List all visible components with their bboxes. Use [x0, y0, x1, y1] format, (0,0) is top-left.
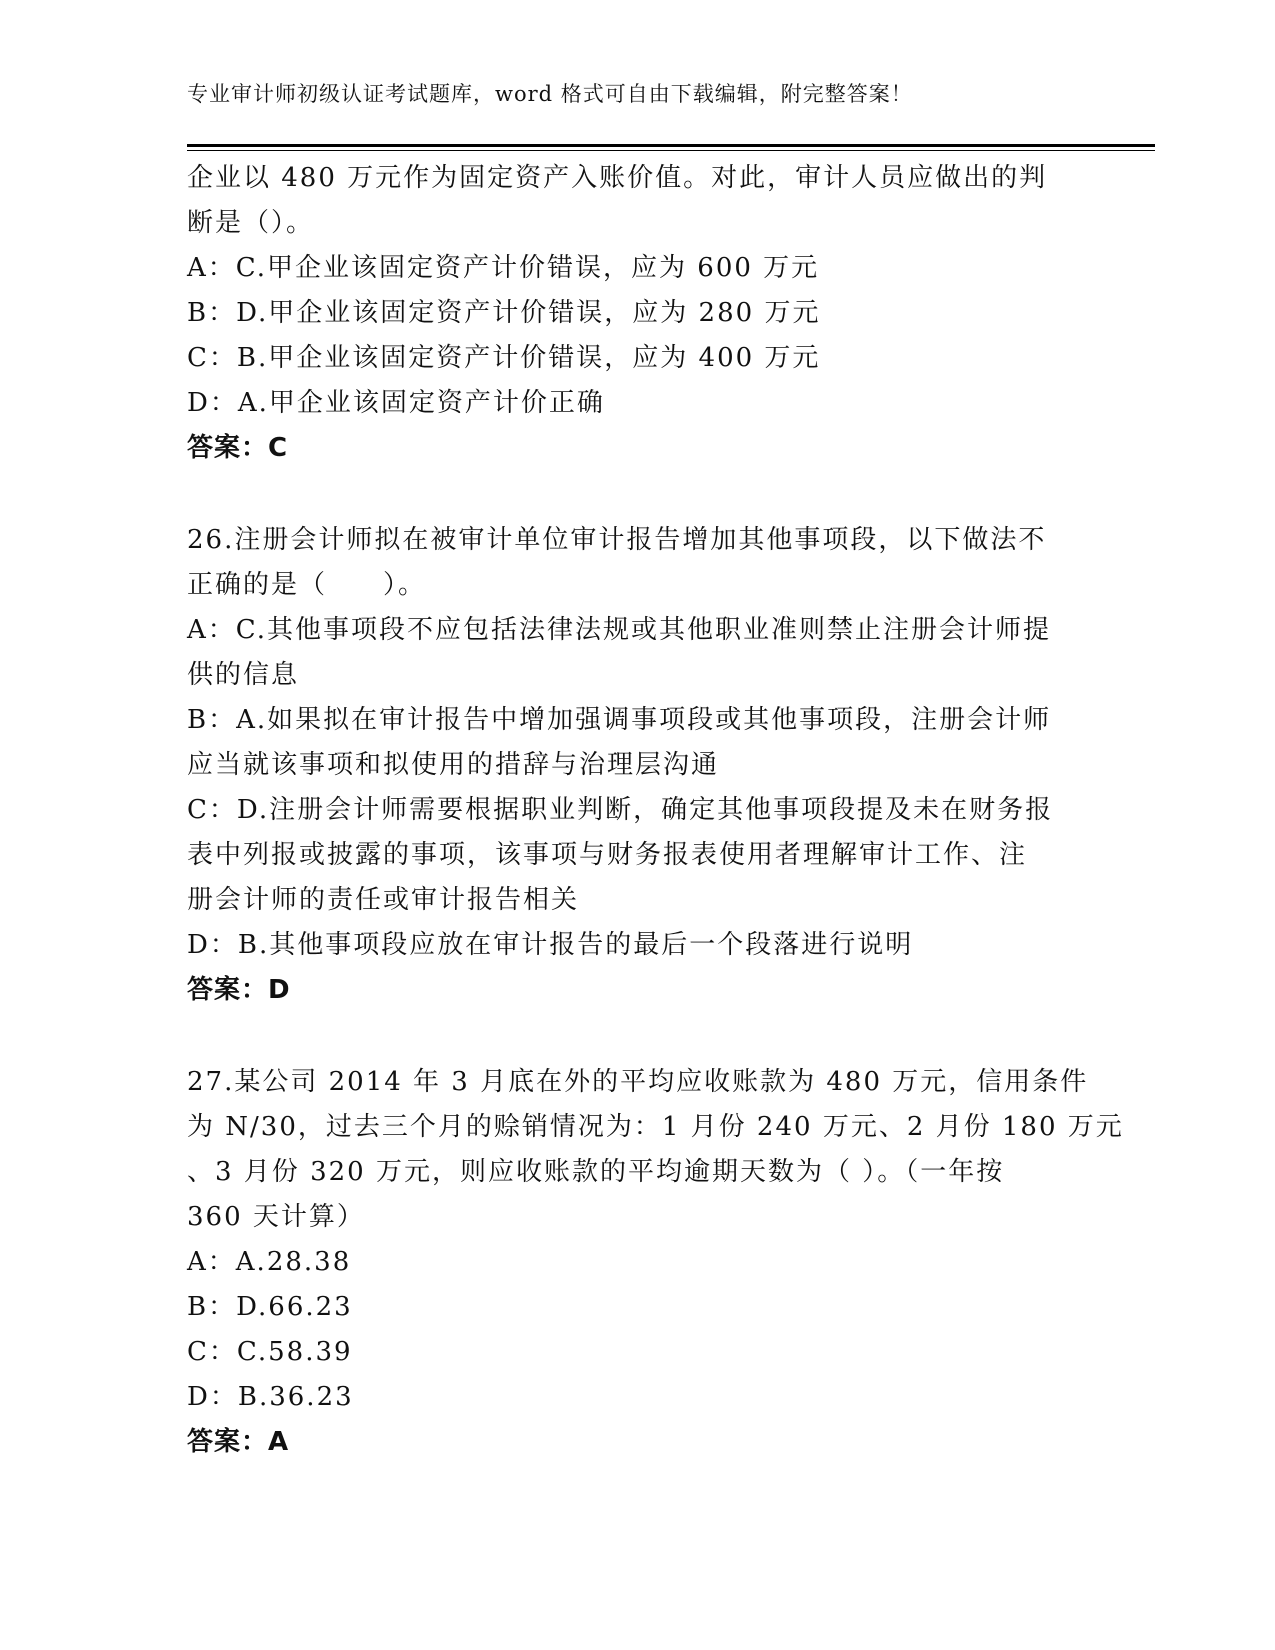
option-a: A：A.28.38 — [187, 1247, 352, 1277]
option-c: C：C.58.39 — [187, 1337, 353, 1367]
option-b: B：D.66.23 — [187, 1292, 353, 1322]
option-c: C：D.注册会计师需要根据职业判断，确定其他事项段提及未在财务报 — [187, 795, 1054, 825]
question-stem-line: 、3 月份 320 万元，则应收账款的平均逾期天数为（ ）。（一年按 — [187, 1157, 1005, 1187]
question-26 — [187, 518, 1087, 1013]
question-spacer — [187, 471, 1087, 518]
question-stem-line: 企业以 480 万元作为固定资产入账价值。对此，审计人员应做出的判 — [187, 163, 1048, 193]
option-c-cont: 表中列报或披露的事项，该事项与财务报表使用者理解审计工作、注 — [187, 840, 1028, 870]
option-b: B：D.甲企业该固定资产计价错误，应为 280 万元 — [187, 298, 821, 328]
option-a-cont: 供的信息 — [187, 660, 300, 690]
answer-label: 答案：C — [187, 433, 289, 463]
option-c-cont: 册会计师的责任或审计报告相关 — [187, 885, 580, 915]
option-a: A：C.甲企业该固定资产计价错误，应为 600 万元 — [187, 253, 820, 283]
question-stem-line: 断是（）。 — [187, 208, 315, 238]
header-divider-thin — [187, 150, 1155, 151]
header-divider — [187, 144, 1155, 147]
question-stem-line: 为 N/30，过去三个月的赊销情况为：1 月份 240 万元、2 月份 180 万元 — [187, 1112, 1124, 1142]
question-stem-line: 26.注册会计师拟在被审计单位审计报告增加其他事项段，以下做法不 — [187, 525, 1047, 555]
question-27 — [187, 1060, 1124, 1465]
page-header-text: 专业审计师初级认证考试题库，word 格式可自由下载编辑，附完整答案！ — [187, 82, 913, 106]
option-c: C：B.甲企业该固定资产计价错误，应为 400 万元 — [187, 343, 821, 373]
option-a: A：C.其他事项段不应包括法律法规或其他职业准则禁止注册会计师提 — [187, 615, 1052, 645]
question-25 — [187, 156, 1087, 471]
question-spacer — [187, 1013, 1087, 1060]
option-d: D：B.36.23 — [187, 1382, 354, 1412]
option-b-cont: 应当就该事项和拟使用的措辞与治理层沟通 — [187, 750, 720, 780]
option-b: B：A.如果拟在审计报告中增加强调事项段或其他事项段，注册会计师 — [187, 705, 1052, 735]
question-stem-line: 360 天计算） — [187, 1202, 365, 1232]
answer-label: 答案：A — [187, 1427, 290, 1457]
question-stem-line: 27.某公司 2014 年 3 月底在外的平均应收账款为 480 万元，信用条件 — [187, 1067, 1089, 1097]
question-content — [187, 156, 1124, 1465]
option-d: D：B.其他事项段应放在审计报告的最后一个段落进行说明 — [187, 930, 914, 960]
answer-label: 答案：D — [187, 975, 291, 1005]
question-stem-line: 正确的是（ ）。 — [187, 570, 427, 600]
option-d: D：A.甲企业该固定资产计价正确 — [187, 388, 605, 418]
